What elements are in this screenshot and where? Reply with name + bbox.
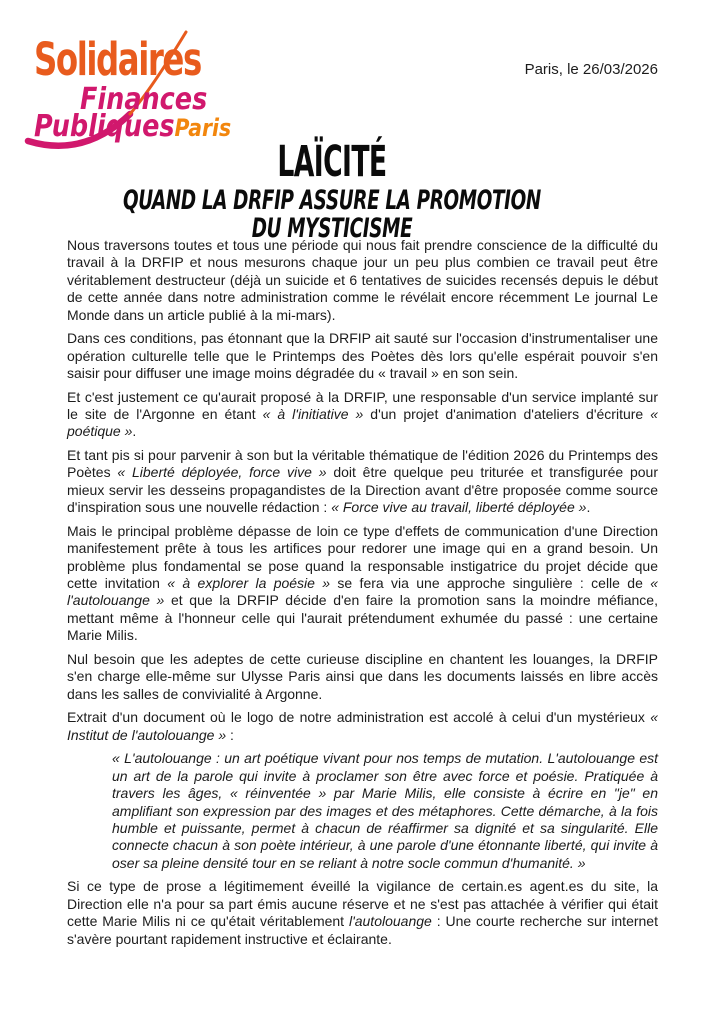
heading-block <box>0 137 664 244</box>
paragraph <box>67 330 658 382</box>
text-run-italic: « poétique » <box>67 406 658 440</box>
text-run: Nous traversons toutes et tous une période qui nous fait prendre conscience de la difficulté du travail à la DRFIP et nous mesurons chaque jour un peu plus combien ce travail peut être véritablement destructeur (déjà un suicide et 6 tentatives de suicides recensés depuis le début de cette année dans notre administration comme le révélait encore récemment Le journal Le Monde dans un article publié à la mi-mars). <box>67 237 658 323</box>
text-run: Extrait d'un document où le logo de notre administration est accolé à celui d'un mystérieux <box>67 709 651 726</box>
text-run: Dans ces conditions, pas étonnant que la DRFIP ait sauté sur l'occasion d'instrumentaliser une opération culturelle telle que le Printemps des Poètes dès lors qu'elle espérait pouvoir s'en saisir pour diffuser une image moins dégradée du « travail » en son sein. <box>67 330 658 382</box>
page-title: LAÏCITÉ <box>277 137 387 187</box>
logo-text-publiques <box>34 109 255 144</box>
paragraph <box>67 878 658 948</box>
paragraph <box>67 651 658 703</box>
text-run-italic: « Institut de l'autolouange » <box>67 709 658 743</box>
text-run-italic: « L'autolouange : un art poétique vivant pour nos temps de mutation. L'autolouange est un art de la parole qui invite à proclamer son être avec force et poésie. Pratiquée à travers les âges, « réinventée » par Marie Milis, elle consiste à écrire en "je" en amplifiant son expression par des images et des métaphores. Cette démarche, à la fois humble et puissante, permet à chacun de réaffirmer sa dignité et sa singularité. Elle connecte chacun à son poète intérieur, à une parole d'une étonnante liberté, qui invite à oser sa pleine densité tour en se reliant à notre socle commun d'humanité. » <box>112 750 658 871</box>
text-run: : Une courte recherche sur internet s'avère pourtant rapidement instructive et éclairante. <box>67 913 658 947</box>
text-run: Mais le principal problème dépasse de loin ce type d'effets de communication d'une Direction manifestement prête à tous les artifices pour redorer une image qui en a grand besoin. Un problème plus fondamental se pose quand la responsable instigatrice du projet décide que cette invitation <box>67 522 658 592</box>
text-run: Si ce type de prose a légitimement éveillé la vigilance de certain.es agent.es du site, la Direction elle n'a pour sa part émis aucune réserve et ne s'est pas attachée à vérifier qui était cette Marie Milis ni ce qu'était véritablement <box>67 878 658 930</box>
logo-text-solidaires: Solidaires <box>34 33 201 86</box>
paragraph <box>67 523 658 645</box>
text-run-italic: l'autolouange <box>348 913 432 930</box>
text-run-italic: « l'autolouange » <box>67 575 659 609</box>
dateline: Paris, le 26/03/2026 <box>524 61 658 78</box>
text-run: d'un projet d'animation d'ateliers d'écriture <box>363 406 651 423</box>
text-run: se fera via une approche singulière : celle de <box>330 575 651 592</box>
text-run-italic: « à l'initiative » <box>262 406 364 423</box>
paragraph <box>67 447 658 517</box>
text-run: et que la DRFIP décide d'en faire la promotion sans la moindre méfiance, mettant même à l'honneur celle qui l'aurait prétendument exhumée du passé : une certaine Marie Milis. <box>67 592 658 644</box>
text-run-italic: « Liberté déployée, force vive » <box>117 464 327 481</box>
quote-paragraph <box>112 750 658 872</box>
text-run: . <box>132 423 137 440</box>
page-subtitle: QUAND LA DRFIP ASSURE LA PROMOTION DU MYSTICISME <box>123 185 541 244</box>
paragraph <box>67 237 658 324</box>
text-run: doit être quelque peu triturée et transfigurée pour mieux servir les desseins propagandistes de la Direction avant d'être proposée comme source d'inspiration sous une nouvelle rédaction : <box>67 464 658 516</box>
logo-text-publiques-word: Publiques <box>34 109 175 144</box>
paragraph <box>67 389 658 441</box>
paragraph <box>67 709 658 744</box>
text-run-italic: « Force vive au travail, liberté déployée » <box>331 499 587 516</box>
text-run: . <box>586 499 591 516</box>
text-run-italic: « à explorer la poésie » <box>167 575 331 592</box>
text-run: Et tant pis si pour parvenir à son but la véritable thématique de l'édition 2026 du Printemps des Poètes <box>67 447 658 481</box>
text-run: Et c'est justement ce qu'aurait proposé à la DRFIP, une responsable d'un service implanté sur le site de l'Argonne en étant <box>67 388 658 423</box>
logo-text-paris: Paris <box>174 114 232 142</box>
text-run: : <box>226 726 234 743</box>
logo-text-finances: Finances <box>80 82 208 117</box>
text-run: Nul besoin que les adeptes de cette curieuse discipline en chantent les louanges, la DRFIP s'en charge elle-même sur Ulysse Paris ainsi que dans les documents laissés en libre accès dans les salles de convivialité à Argonne. <box>67 650 658 702</box>
document-body <box>67 237 658 954</box>
solidaires-logo <box>34 33 294 154</box>
